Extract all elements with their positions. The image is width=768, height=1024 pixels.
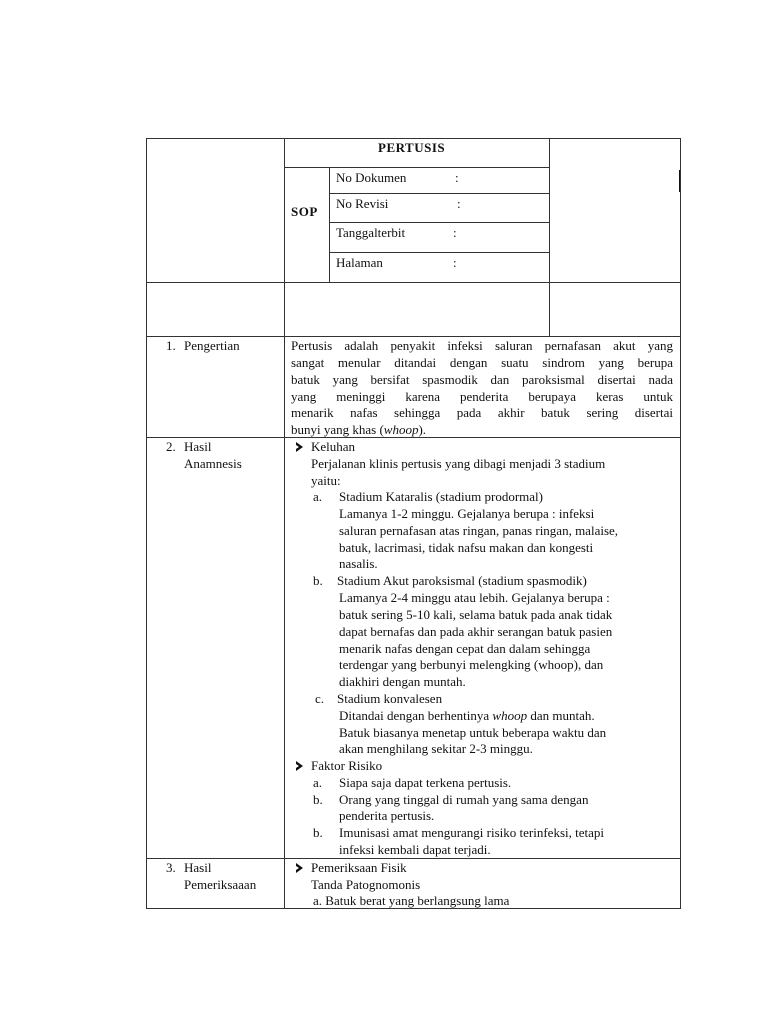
stadium-text: nasalis. [339,556,378,571]
list-marker: b. [313,573,323,588]
list-marker: b. [313,825,323,840]
stadium-text: terdengar yang berbunyi melengking (whoop), dan [339,657,604,672]
title-row-bottom [284,167,550,168]
keluhan-intro: yaitu: [311,473,341,488]
pemeriksaan-fisik-label: Pemeriksaan Fisik [311,860,407,875]
pengertian-line: Pertusis adalah penyakit infeksi saluran pernafasan akut yang [291,338,673,353]
pengertian-line: sangat menular ditandai dengan suatu sindrom yang berupa [291,355,673,370]
field-row-2-bottom [329,222,550,223]
section-number: 2. [166,439,176,454]
stadium-text: menarik nafas dengan cepat dan dalam sehingga [339,641,591,656]
scan-mark [679,170,680,192]
field-sep: : [453,255,457,270]
tanda-patognomonis-label: Tanda Patognomonis [311,877,421,892]
field-label-halaman: Halaman [336,255,383,270]
field-row-1-bottom [329,193,550,194]
arrow-bullet-icon [296,863,303,873]
field-label-no-dokumen: No Dokumen [336,170,407,185]
field-sep: : [455,170,459,185]
arrow-bullet-icon [296,761,303,771]
body-column-divider [284,336,285,909]
header-block-bottom [146,282,681,283]
faktor-risiko-label: Faktor Risiko [311,758,383,773]
pengertian-line: menarik nafas sehingga pada akhir batuk sering disertai [291,405,673,420]
section-heading-hasil: Hasil [184,439,212,454]
risk-text: Orang yang tinggal di rumah yang sama dengan [339,792,589,807]
keluhan-intro: Perjalanan klinis pertusis yang dibagi menjadi 3 stadium [311,456,606,471]
field-row-3-bottom [329,252,550,253]
document-title: PERTUSIS [378,140,446,155]
stadium-text: saluran pernafasan atas ringan, panas ringan, malaise, [339,523,619,538]
section-heading-anamnesis: Anamnesis [184,456,242,471]
field-label-tanggal-terbit: Tanggalterbit [336,225,406,240]
risk-text: infeksi kembali dapat terjadi. [339,842,491,857]
stadium-text: Lamanya 2-4 minggu atau lebih. Gejalanya berupa : [339,590,610,605]
section-heading-pengertian: Pengertian [184,338,240,353]
stadium-text: Ditandai dengan berhentinya whoop dan muntah. [339,708,595,723]
risk-text: Imunisasi amat mengurangi risiko terinfeksi, tetapi [339,825,604,840]
stadium-text: dapat bernafas dan pada akhir serangan batuk pasien [339,624,613,639]
row-anamnesis-bottom [146,858,681,859]
stadium-text: diakhiri dengan muntah. [339,674,466,689]
stadium-text: batuk, lacrimasi, tidak nafsu makan dan kongesti [339,540,594,555]
list-marker: b. [313,792,323,807]
pengertian-last-line: bunyi yang khas (whoop). [291,422,427,437]
field-sep: : [453,225,457,240]
sop-label: SOP [291,204,318,219]
section-number: 3. [166,860,176,875]
table-border-right [680,138,681,909]
list-marker: a. [313,775,323,790]
keluhan-label: Keluhan [311,439,356,454]
pengertian-line: yang meninggi karena penderita berupaya keras untuk [291,389,673,404]
stadium-text: akan menghilang sekitar 2-3 minggu. [339,741,533,756]
pemeriksaan-item: a. Batuk berat yang berlangsung lama [313,893,510,908]
risk-text: Siapa saja dapat terkena pertusis. [339,775,512,790]
field-label-no-revisi: No Revisi [336,196,389,211]
arrow-bullet-icon [296,442,303,452]
section-heading-hasil: Hasil [184,860,212,875]
stadium-title: Stadium Kataralis (stadium prodormal) [339,489,543,504]
section-heading-pemeriksaan: Pemeriksaaan [184,877,257,892]
field-sep: : [457,196,461,211]
stadium-text: batuk sering 5-10 kali, selama batuk pada anak tidak [339,607,613,622]
stadium-title: Stadium konvalesen [337,691,443,706]
section-number: 1. [166,338,176,353]
stadium-text: Batuk biasanya menetap untuk beberapa waktu dan [339,725,607,740]
list-marker: c. [315,691,325,706]
table-border-left [146,138,147,909]
stadium-text: Lamanya 1-2 minggu. Gejalanya berupa : infeksi [339,506,595,521]
sop-divider [329,167,330,282]
list-marker: a. [313,489,323,504]
risk-text: penderita pertusis. [339,808,435,823]
stadium-title: Stadium Akut paroksismal (stadium spasmodik) [337,573,587,588]
pengertian-line: batuk yang bersifat spasmodik dan paroksismal disertai nada [291,372,673,387]
